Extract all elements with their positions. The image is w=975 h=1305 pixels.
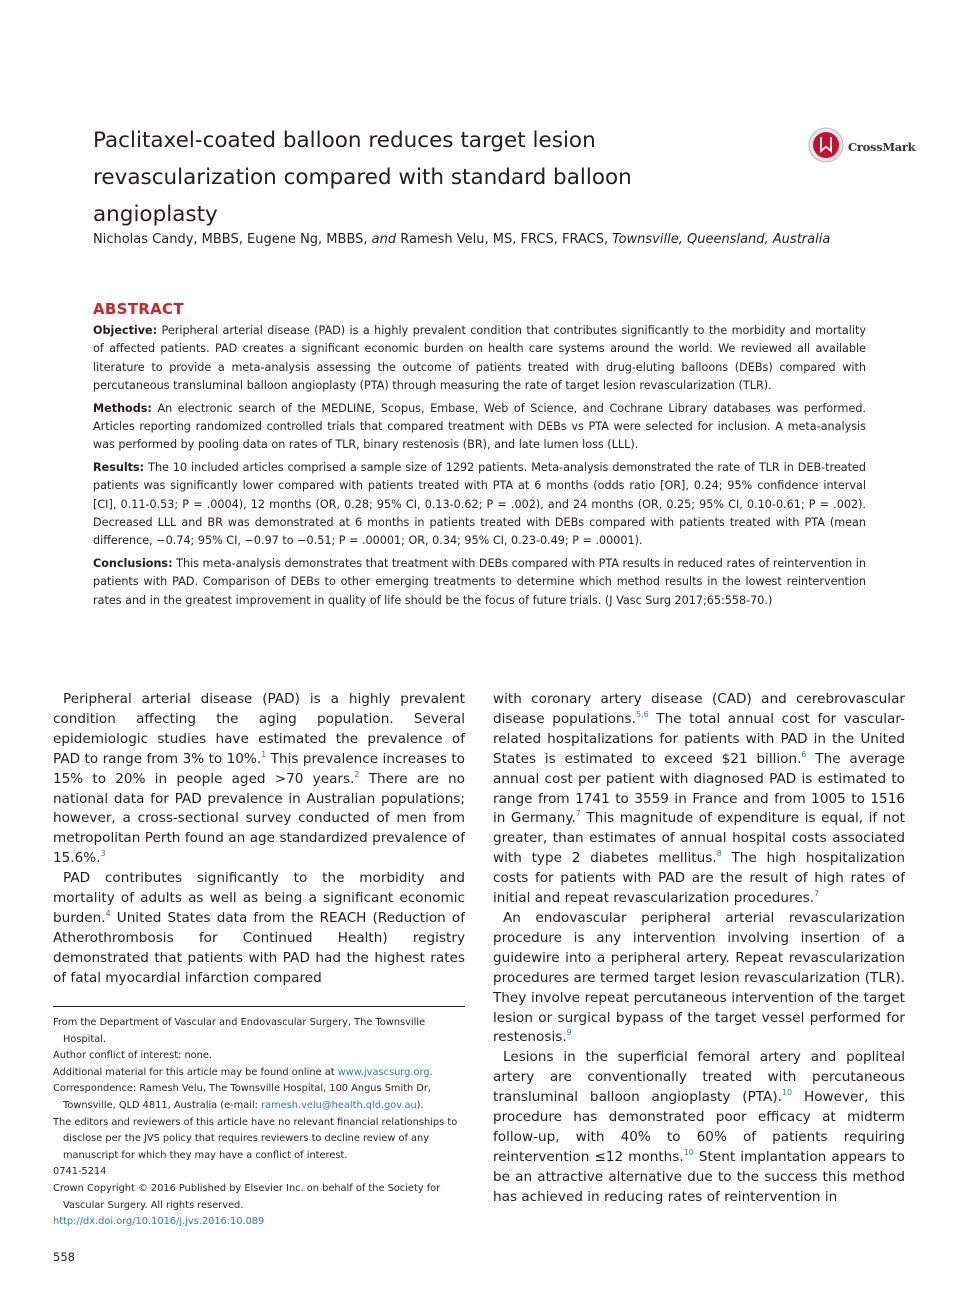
methods-text: An electronic search of the MEDLINE, Scopus, Embase, Web of Science, and Cochrane Library databases was performed. Articles reporting randomized controlled trials that compared treatment with DEBs vs PTA were selected for inclusion. A meta-analysis was performed by pooling data on rates of TLR, binary restenosis (BR), and late lumen loss (LLL). [93, 401, 866, 452]
abstract-results [93, 459, 866, 551]
footnote-copyright: Crown Copyright © 2016 Published by Elsevier Inc. on behalf of the Society for Vascular Surgery. All rights reserved. [53, 1182, 441, 1211]
crossmark-label: CrossMark [848, 140, 916, 154]
body-column-right [493, 690, 905, 1208]
abstract-heading: ABSTRACT [93, 300, 184, 318]
footnote-correspondence [53, 1081, 465, 1114]
page-number: 558 [53, 1250, 75, 1264]
article-title: Paclitaxel-coated balloon reduces target lesion revascularization compared with standard balloon angioplasty [93, 128, 632, 227]
footnote-text: Additional material for this article may be found online at [53, 1066, 338, 1078]
body-text: This magnitude of expenditure is equal, if not greater, than estimates of annual hospital costs associated with type 2 diabetes mellitus. [493, 810, 905, 867]
body-paragraph [53, 690, 465, 869]
methods-label: Methods: [93, 401, 152, 415]
footnote-text: Correspondence: Ramesh Velu, The Townsville Hospital, 100 Angus Smith Dr, Townsville, QLD 4811, Australia (e-mail: [53, 1083, 432, 1111]
body-text: An endovascular peripheral arterial revascularization procedure is any intervention involving insertion of a guidewire into a peripheral artery. Repeat revascularization procedures are termed target lesion revascularization (TLR). They involve repeat percutaneous intervention of the target lesion or surgical bypass of the target vessel performed for restenosis. [493, 909, 905, 1046]
doi-link[interactable]: http://dx.doi.org/10.1016/j.jvs.2016.10.089 [53, 1216, 265, 1228]
authors: Nicholas Candy, MBBS, Eugene Ng, MBBS, [93, 232, 368, 247]
body-text: The average annual cost per patient with diagnosed PAD is estimated to range from 1741 to 3559 in France and from 1005 to 1516 in Germany. [493, 750, 905, 827]
citation-link[interactable]: 3 [100, 849, 106, 859]
results-label: Results: [93, 460, 145, 474]
abstract-objective [93, 322, 866, 396]
body-paragraph [493, 690, 905, 909]
citation-link[interactable]: 10 [683, 1147, 694, 1157]
abstract [93, 322, 866, 614]
citation-link[interactable]: 10 [781, 1088, 793, 1098]
body-text: Stent implantation appears to be an attractive alternative due to the success this method has achieved in reducing rates of reintervention in [493, 1148, 905, 1205]
conclusions-text: This meta-analysis demonstrates that treatment with DEBs compared with PTA results in reduced rates of reintervention in patients with PAD. Comparison of DEBs to other emerging treatments to determine which method results in the lowest reintervention rates and in the greatest improvement in quality of life should be the focus of future trials. (J Vasc Surg 2017;65:558-70.) [93, 556, 866, 607]
footnote-department: From the Department of Vascular and Endovascular Surgery, The Townsville Hospital. [53, 1017, 426, 1045]
citation-link[interactable]: 1 [261, 749, 267, 759]
authors-and: and [371, 232, 397, 247]
body-text: United States data from the REACH (Reduction of Atherothrombosis for Continued Health) registry demonstrated that patients with PAD had the highest rates of fatal myocardial infarction compared [53, 909, 465, 986]
body-text: Lesions in the superficial femoral artery and popliteal artery are conventionally treated with percutaneous transluminal balloon angioplasty (PTA). [493, 1049, 905, 1106]
citation-link[interactable]: 9 [566, 1028, 572, 1038]
footnote-divider [53, 1006, 465, 1007]
footnote-conflict: Author conflict of interest: none. [53, 1050, 213, 1062]
footnote-additional [53, 1065, 465, 1082]
citation-link[interactable]: 7 [814, 889, 820, 899]
results-text: The 10 included articles comprised a sample size of 1292 patients. Meta-analysis demonstrated the rate of TLR in DEB-treated patients was significantly lower compared with patients treated with PTA at 6 months (odds ratio [OR], 0.24; 95% confidence interval [CI], 0.11-0.53; P = .0004), 12 months (OR, 0.28; 95% CI, 0.13-0.62; P = .002), and 24 months (OR, 0.25; 95% CI, 0.10-0.61; P = .002). Decreased LLL and BR was demonstrated at 6 months in patients treated with DEBs compared with patients treated with PTA (mean difference, −0.74; 95% CI, −0.97 to −0.51; P = .00001; OR, 0.34; 95% CI, 0.23-0.49; P = .00001). [93, 460, 867, 548]
body-text: This prevalence increases to 15% to 20% in people aged >70 years. [53, 750, 465, 787]
crossmark-icon [808, 127, 844, 168]
body-text: The total annual cost for vascular-related hospitalizations for patients with PAD in the United States is estimated to exceed $21 billion. [493, 710, 905, 767]
body-paragraph [53, 869, 465, 988]
body-column-left [53, 690, 465, 989]
citation-link[interactable]: 8 [716, 849, 722, 859]
footnotes [53, 1015, 465, 1231]
citation-link[interactable]: 6 [801, 749, 807, 759]
footnote-issn: 0741-5214 [53, 1166, 107, 1178]
body-paragraph [493, 909, 905, 1048]
citation-link[interactable]: 7 [575, 809, 581, 819]
body-text: PAD contributes significantly to the morbidity and mortality of adults as well as being a significant economic burden. [53, 870, 465, 926]
body-text: Peripheral arterial disease (PAD) is a highly prevalent condition affecting the aging population. Several epidemiologic studies have estimated the prevalence of PAD to range from 3% to 10%. [53, 691, 465, 767]
citation-link[interactable]: 2 [354, 769, 360, 779]
body-text: with coronary artery disease (CAD) and cerebrovascular disease populations. [493, 691, 905, 727]
email-link[interactable]: ramesh.velu@health.qld.gov.au [261, 1099, 417, 1111]
footnote-editors: The editors and reviewers of this article have no relevant financial relationships to disclose per the JVS policy that requires reviewers to decline review of any manuscript for which they may have a conflict of interest. [53, 1116, 458, 1161]
citation-link[interactable]: 5,6 [635, 709, 649, 719]
citation-link[interactable]: 4 [105, 908, 111, 918]
authors-last: Ramesh Velu, MS, FRCS, FRACS, [400, 232, 609, 247]
body-text: The high hospitalization costs for patients with PAD are the result of high rates of initial and repeat revascularization procedures. [493, 850, 905, 907]
footnote-text: . [429, 1066, 433, 1078]
journal-website-link[interactable]: www.jvascsurg.org [337, 1066, 430, 1078]
body-paragraph [493, 1048, 905, 1207]
conclusions-label: Conclusions: [93, 556, 173, 570]
abstract-conclusions [93, 555, 866, 610]
body-text: There are no national data for PAD prevalence in Australian populations; however, a cross-sectional survey conducted of men from metropolitan Perth found an age standardized prevalence of 15.6%. [53, 770, 465, 867]
objective-text: Peripheral arterial disease (PAD) is a highly prevalent condition that contributes significantly to the morbidity and mortality of affected patients. PAD creates a significant economic burden on health care systems around the world. We reviewed all available literature to provide a meta-analysis assessing the outcome of patients treated with drug-eluting balloons (DEBs) compared with percutaneous transluminal balloon angioplasty (PTA) through measuring the rate of target lesion revascularization (TLR). [93, 324, 866, 393]
abstract-methods [93, 400, 866, 455]
affiliation: Townsville, Queensland, Australia [612, 232, 831, 247]
body-text: However, this procedure has demonstrated poor efficacy at midterm follow-up, with 40% to 60% of patients requiring reintervention ≤12 months. [493, 1089, 905, 1165]
footnote-text: ). [416, 1099, 424, 1111]
crossmark-badge[interactable] [808, 128, 918, 166]
author-line [93, 229, 863, 250]
objective-label: Objective: [93, 324, 158, 337]
